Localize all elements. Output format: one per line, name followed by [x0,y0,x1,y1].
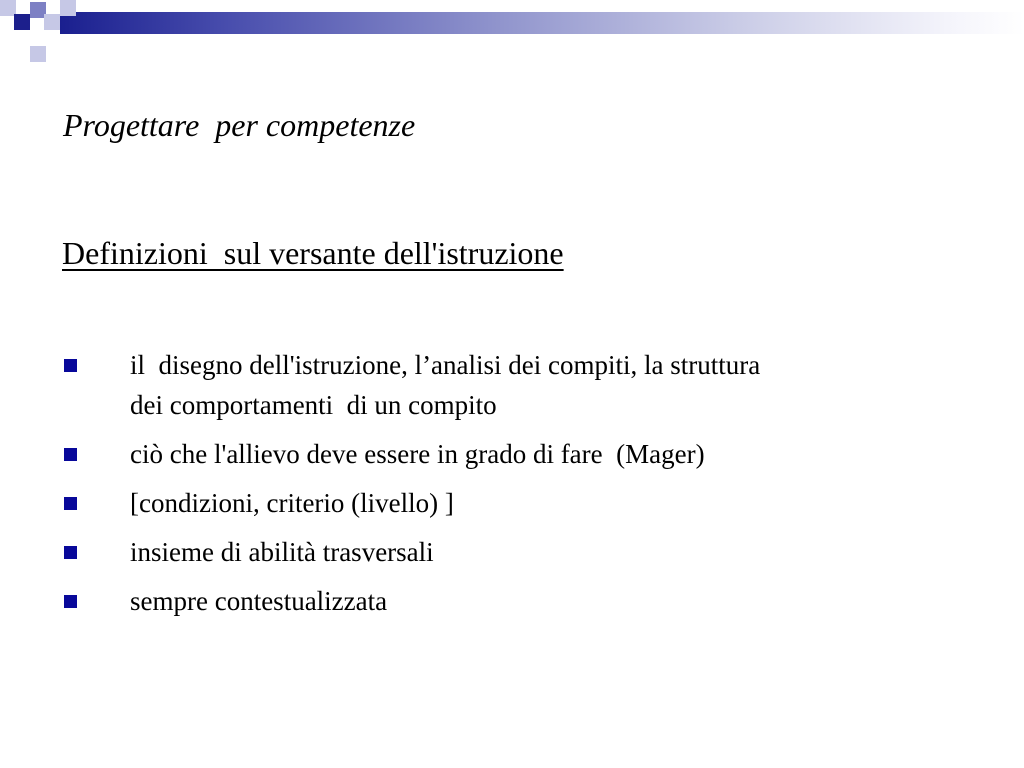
decor-square [60,0,76,16]
slide-subtitle: Definizioni sul versante dell'istruzione [62,235,564,271]
decor-square [14,14,30,30]
decor-square [44,14,60,30]
square-bullet-icon [64,359,77,372]
decor-square [30,46,46,62]
bullet-text: sempre contestualizzata [130,586,388,616]
square-bullet-icon [64,595,77,608]
bullet-list [0,345,1024,621]
square-bullet-icon [64,448,77,461]
header-gradient-band [60,12,1024,34]
list-item [0,532,1024,572]
slide-title: Progettare per competenze [63,107,416,143]
list-item [0,345,1024,425]
bullet-text: ciò che l'allievo deve essere in grado di fare (Mager) [130,439,705,469]
square-bullet-icon [64,546,77,559]
square-bullet-icon [64,497,77,510]
bullet-text: [condizioni, criterio (livello) ] [130,488,454,518]
bullet-text: il disegno dell'istruzione, l’analisi dei compiti, la struttura dei comportamenti di un compito [130,350,761,420]
list-item [0,434,1024,474]
list-item [0,581,1024,621]
bullet-text: insieme di abilità trasversali [130,537,434,567]
list-item [0,483,1024,523]
